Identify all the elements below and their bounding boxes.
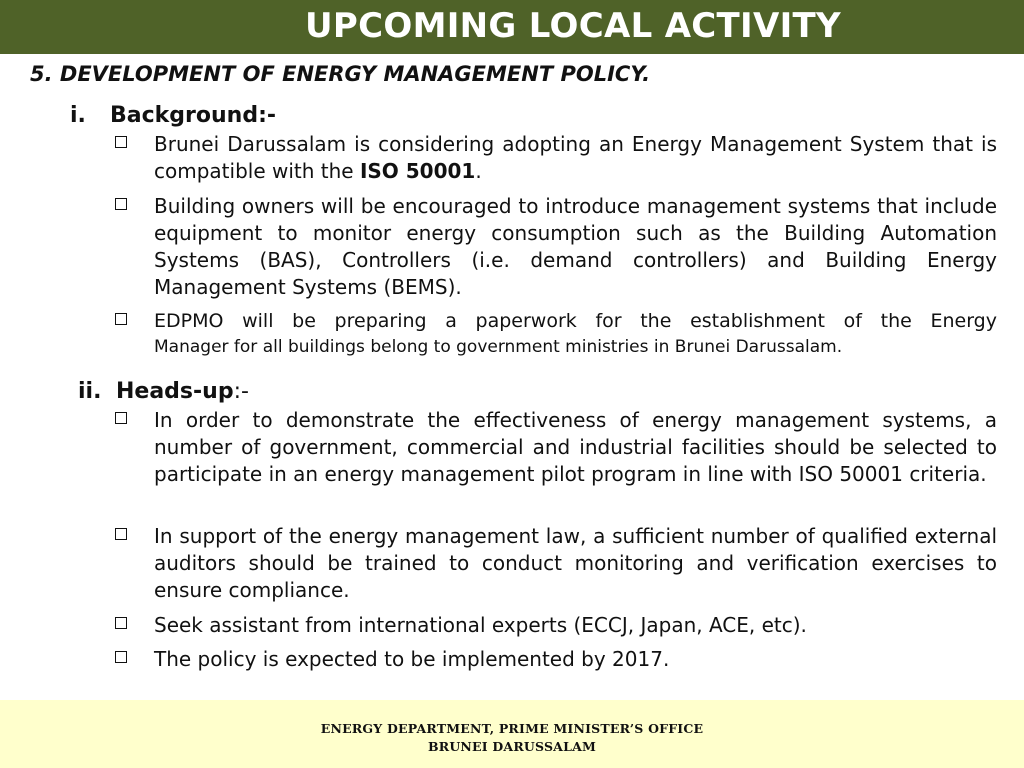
- headsup-numeral: ii.: [78, 379, 102, 404]
- background-heading: [70, 103, 276, 128]
- bullet-text: EDPMO will be preparing a paperwork for the establishment of the Energy Manager for all buildings belong to government ministries in Brunei Darussalam.: [154, 310, 997, 357]
- bullet-text: Seek assistant from international experts (ECCJ, Japan, ACE, etc).: [154, 613, 807, 637]
- list-item: [112, 523, 997, 604]
- checkbox-bullet-icon: [112, 407, 154, 488]
- bullet-text: Building owners will be encouraged to introduce management systems that include equipment to monitor energy consumption such as the Building Automation Systems (BAS), Controllers (i.e. demand controllers) and Building Energy Management Systems (BEMS).: [154, 194, 997, 299]
- headsup-title: Heads-up: [116, 379, 234, 404]
- section-number: 5.: [30, 62, 53, 86]
- list-item: [112, 407, 997, 488]
- background-title: Background:-: [110, 103, 276, 128]
- bullet-text: In order to demonstrate the effectiveness of energy management systems, a number of government, commercial and industrial facilities should be selected to participate in an energy management pilot program in line with ISO 50001 criteria.: [154, 408, 997, 486]
- list-item: [112, 131, 997, 185]
- section-title-end: .: [642, 62, 651, 86]
- section-heading: [30, 62, 650, 86]
- bullet-text: The policy is expected to be implemented by 2017.: [154, 647, 670, 671]
- bullet-text: Brunei Darussalam is considering adopting an Energy Management System that is compatible with the ISO 50001.: [154, 132, 997, 183]
- list-item: [112, 308, 997, 360]
- headsup-heading: ii. Heads-up:-: [78, 379, 249, 404]
- footer: [0, 700, 1024, 768]
- checkbox-bullet-icon: [112, 612, 154, 639]
- checkbox-bullet-icon: [112, 193, 154, 301]
- list-item: [112, 646, 997, 673]
- background-numeral: i.: [70, 103, 86, 128]
- checkbox-bullet-icon: [112, 131, 154, 185]
- list-item: [112, 612, 997, 639]
- section-title: DEVELOPMENT OF ENERGY MANAGEMENT POLICY: [59, 62, 643, 86]
- list-item: [112, 193, 997, 301]
- bullet-text: In support of the energy management law, a sufficient number of qualified external auditors should be trained to conduct monitoring and verification exercises to ensure compliance.: [154, 524, 997, 602]
- footer-country: BRUNEI DARUSSALAM: [427, 739, 597, 754]
- slide-title: UPCOMING LOCAL ACTIVITY: [305, 6, 841, 46]
- iso-standard: ISO 50001: [359, 159, 476, 183]
- title-bar: [0, 0, 1024, 54]
- checkbox-bullet-icon: [112, 308, 154, 360]
- checkbox-bullet-icon: [112, 523, 154, 604]
- checkbox-bullet-icon: [112, 646, 154, 673]
- footer-department: ENERGY DEPARTMENT, PRIME MINISTER’S OFFICE: [320, 721, 704, 736]
